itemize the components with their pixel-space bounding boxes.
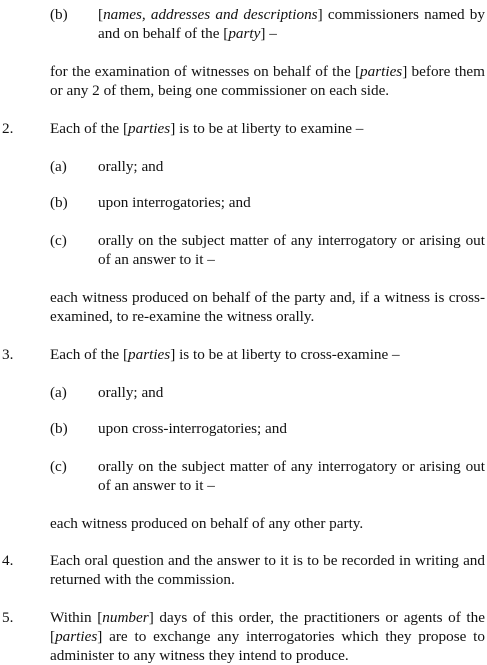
item-label-3c: (c) <box>50 458 67 475</box>
item-label-2a: (a) <box>50 158 67 175</box>
text-fragment: Each of the [ <box>50 346 129 363</box>
text-fragment: ] before them or any 2 of them, being one commissioner on each side. <box>50 63 485 99</box>
paragraph-number-2: 2. <box>2 120 14 137</box>
text-fragment: for the examination of witnesses on behalf of the [ <box>50 63 361 80</box>
item-label-2b: (b) <box>50 194 68 211</box>
text-fragment: ] commissioners named by and on behalf of the [ <box>98 6 485 42</box>
paragraph-2-continuation: each witness produced on behalf of the party and, if a witness is cross-examined, to re-examine the witness orally. <box>50 289 485 325</box>
item-label-2c: (c) <box>50 232 67 249</box>
text-fragment: ] is to be at liberty to examine – <box>170 120 364 137</box>
item-text-2b: upon interrogatories; and <box>98 194 251 211</box>
text-fragment: ] – <box>260 25 277 42</box>
item-text-2a: orally; and <box>98 158 164 175</box>
item-text-b <box>98 5 485 43</box>
placeholder-parties: parties <box>360 63 403 80</box>
item-text-3c: orally on the subject matter of any interrogatory or arising out of an answer to it – <box>98 458 485 494</box>
placeholder-parties: parties <box>128 120 171 137</box>
paragraph-5-text <box>50 608 485 665</box>
item-label-3a: (a) <box>50 384 67 401</box>
paragraph-number-5: 5. <box>2 609 14 626</box>
placeholder-parties: parties <box>128 346 171 363</box>
text-fragment: Each of the [ <box>50 120 129 137</box>
item-text-3b: upon cross-interrogatories; and <box>98 420 287 437</box>
placeholder-number: number <box>102 609 149 626</box>
paragraph-number-3: 3. <box>2 346 14 363</box>
paragraph-3-text <box>50 345 485 364</box>
text-fragment: Within [ <box>50 609 103 626</box>
item-label-3b: (b) <box>50 420 68 437</box>
text-fragment: ] are to exchange any interrogatories which they propose to administer to any witness they intend to produce. <box>50 628 485 664</box>
paragraph-2-text <box>50 119 485 138</box>
item-label-b: (b) <box>50 6 68 23</box>
item-text-2c: orally on the subject matter of any interrogatory or arising out of an answer to it – <box>98 232 485 268</box>
paragraph-number-4: 4. <box>2 552 14 569</box>
placeholder-names: names, addresses and descriptions <box>103 6 318 23</box>
placeholder-parties: parties <box>55 628 98 645</box>
text-fragment: ] is to be at liberty to cross-examine – <box>170 346 400 363</box>
text-fragment: ] days of this order, the practitioners or agents of the [ <box>50 609 485 645</box>
item-text-3a: orally; and <box>98 384 164 401</box>
paragraph-4-text: Each oral question and the answer to it is to be recorded in writing and returned with the commission. <box>50 552 485 588</box>
placeholder-party: party <box>228 25 261 42</box>
text-fragment: [ <box>98 6 104 23</box>
continuation-text <box>50 62 485 100</box>
paragraph-3-continuation: each witness produced on behalf of any other party. <box>50 515 364 532</box>
